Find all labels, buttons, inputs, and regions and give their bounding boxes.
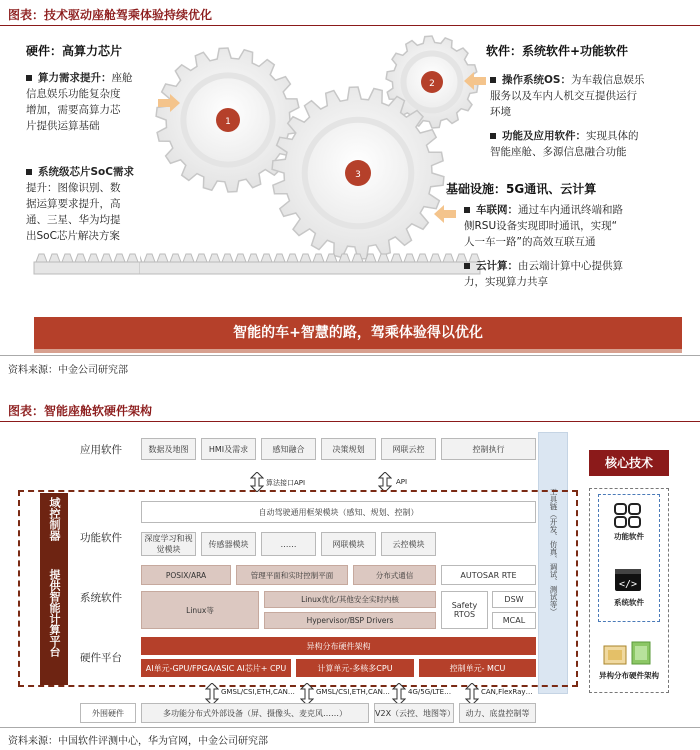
modules-icon: [614, 503, 642, 529]
toolchain-label: 工具链（开发、仿真、调试、测试等）: [549, 488, 558, 616]
external-chassis: 动力、底盘控制等: [459, 703, 536, 723]
gear-1-number: 1: [225, 117, 231, 127]
hetero-arch-bar: 异构分布硬件架构: [141, 637, 536, 655]
safety-rtos-module: Safety RTOS: [441, 591, 488, 629]
api-label-2: API: [396, 478, 408, 486]
sys-software-label: 系统软件: [80, 592, 122, 604]
infra-bullet-2: 云计算：由云端计算中心提供算 力，实现算力共享: [464, 258, 679, 290]
app-module: 决策规划: [321, 438, 376, 460]
rack-icon: [140, 254, 480, 274]
infra-bullet-1: 车联网：通过车内通讯终端和路 侧RSU设备实现即时通讯，实现“ 人一车一路”的高效互联互通: [464, 202, 679, 250]
updown-arrow-icon: [250, 472, 264, 492]
hw-unit: AI单元-GPU/FPGA/ASIC AI芯片+ CPU: [141, 659, 291, 677]
sys-module: 管理平面和实时控制平面: [236, 565, 348, 585]
func-module: 深度学习和视觉模块: [141, 532, 196, 556]
app-software-label: 应用软件: [80, 444, 122, 456]
figure1-source: 资料来源：中金公司研究部: [8, 365, 128, 376]
dsw-module: DSW: [492, 591, 536, 608]
sys-module: 分布式通信: [353, 565, 436, 585]
gear-2-number: 2: [429, 79, 435, 89]
external-hw-label: 外围硬件: [80, 703, 136, 723]
hw-unit: 计算单元-多核多CPU: [296, 659, 414, 677]
app-module: HMI及需求: [201, 438, 256, 460]
banner: 智能的车+智慧的路，驾乘体验得以优化: [34, 317, 682, 349]
updown-arrow-icon: [465, 683, 479, 705]
domain-controller-bar: [40, 493, 68, 685]
bus-label: 4G/5G/LTE…: [408, 688, 452, 696]
figure2-source: 资料来源：中国软件评测中心，华为官网，中金公司研究部: [8, 736, 268, 747]
gear-3-number: 3: [355, 170, 361, 180]
hypervisor-module: Hypervisor/BSP Drivers: [264, 612, 436, 629]
func-module: 网联模块: [321, 532, 376, 556]
bus-label: CAN,FlexRay…: [481, 688, 533, 696]
sys-module: POSIX/ARA: [141, 565, 231, 585]
func-software-label: 功能软件: [80, 532, 122, 544]
external-devices: 多功能分布式外部设备（屏、摄像头、麦克风……）: [141, 703, 369, 723]
hardware-heading: 硬件：高算力芯片: [26, 44, 123, 58]
hw-unit: 控制单元- MCU: [419, 659, 536, 677]
figure1-rule: [0, 25, 700, 26]
updown-arrow-icon: [205, 683, 219, 705]
arrow-left-icon: [462, 72, 486, 90]
updown-arrow-icon: [378, 472, 392, 492]
framework-module: 自动驾驶通用框架模块（感知、规划、控制）: [141, 501, 536, 523]
external-v2x: V2X（云控、地图等）: [374, 703, 454, 723]
code-icon: [614, 568, 642, 592]
chips-icon: [602, 640, 654, 666]
arrow-right-icon: [158, 94, 182, 112]
linux-module: Linux等: [141, 591, 259, 629]
updown-arrow-icon: [392, 683, 406, 705]
func-module: 云控模块: [381, 532, 436, 556]
infra-heading: 基础设施：5G通讯、云计算: [446, 182, 597, 196]
app-module: 感知融合: [261, 438, 316, 460]
figure2-title: 图表：智能座舱软硬件架构: [8, 404, 153, 418]
bus-label: GMSL/CSI,ETH,CAN…: [221, 688, 295, 696]
hardware-bullet-2: 系统级芯片SoC需求 提升：图像识别、数 据运算要求提升，高 通、三星、华为均提 出SoC芯片解决方案: [26, 164, 166, 244]
software-bullet-1: 操作系统OS：为车载信息娱乐 服务以及车内人机交互提供运行 环境: [490, 72, 680, 120]
func-module: 传感器模块: [201, 532, 256, 556]
bus-label: GMSL/CSI,ETH,CAN…: [316, 688, 390, 696]
core-item-func: 功能软件: [614, 532, 644, 541]
core-item-hw: 异构分布硬件架构: [599, 671, 659, 680]
hw-platform-label: 硬件平台: [80, 652, 122, 664]
core-item-sys: 系统软件: [614, 598, 644, 607]
func-module: ……: [261, 532, 316, 556]
mcal-module: MCAL: [492, 612, 536, 629]
figure1-title: 图表：技术驱动座舱驾乘体验持续优化: [8, 8, 213, 22]
domain-controller-title: 域控制器: [48, 497, 61, 541]
hardware-bullet-1: 算力需求提升：座舱 信息娱乐功能复杂度 增加，需要高算力芯 片提供运算基础: [26, 70, 166, 134]
core-tech-title: 核心技术: [589, 450, 669, 476]
software-heading: 软件：系统软件+功能软件: [486, 44, 629, 58]
autosar-module: AUTOSAR RTE: [441, 565, 536, 585]
software-bullet-2: 功能及应用软件：实现具体的 智能座舱、多源信息融合功能: [490, 128, 680, 160]
svg-text:</>: </>: [618, 579, 638, 590]
arrow-left-icon-2: [432, 205, 456, 223]
app-module: 数据及地图: [141, 438, 196, 460]
platform-title: 提供智能计算平台: [48, 569, 61, 657]
api-label-1: 算法接口API: [266, 479, 306, 487]
app-module: 控制执行: [441, 438, 536, 460]
app-module: 网联云控: [381, 438, 436, 460]
linux-opt-module: Linux优化/其他安全实时内核: [264, 591, 436, 608]
updown-arrow-icon: [300, 683, 314, 705]
